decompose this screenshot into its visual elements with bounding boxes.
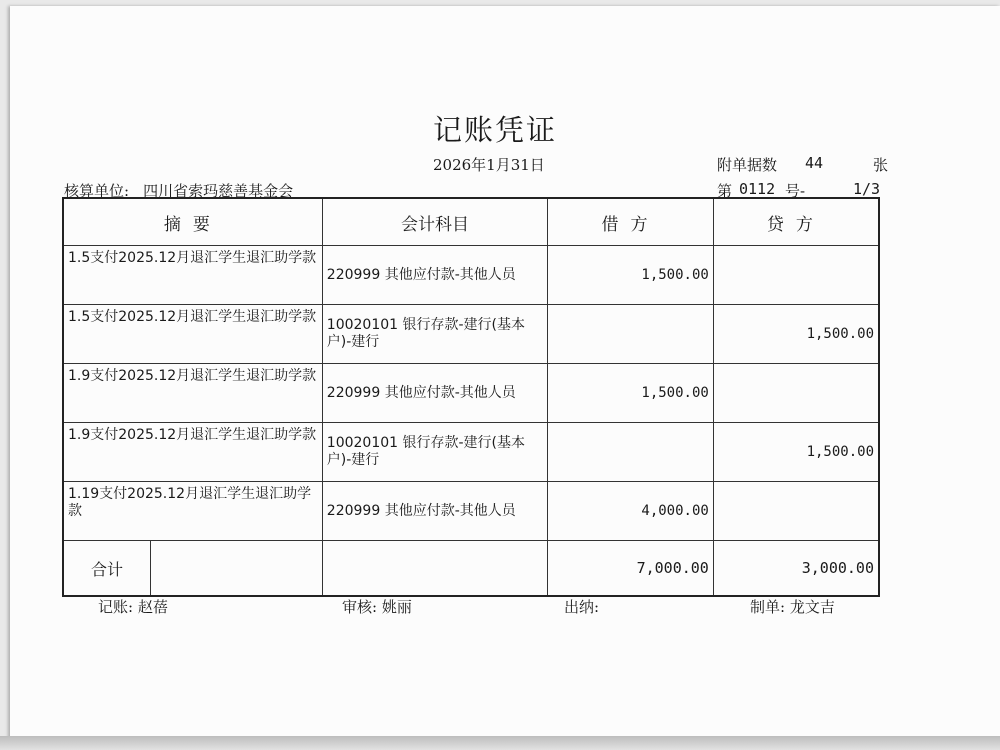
total-row (63, 541, 879, 597)
row-account: 10020101 银行存款-建行(基本户)-建行 (322, 423, 547, 482)
row-summary: 1.9支付2025.12月退汇学生退汇助学款 (63, 423, 322, 482)
voucher-page: 1/3 (853, 180, 881, 198)
row-summary: 1.5支付2025.12月退汇学生退汇助学款 (63, 246, 322, 305)
table-row (63, 364, 879, 423)
row-summary: 1.5支付2025.12月退汇学生退汇助学款 (63, 305, 322, 364)
table-row (63, 482, 879, 541)
preparer: 制单: 龙文吉 (750, 598, 835, 616)
table-header-row (63, 198, 879, 246)
bookkeeper: 记账: 赵蓓 (98, 598, 168, 616)
reviewer: 审核: 姚丽 (342, 598, 412, 616)
total-label-cell (63, 541, 322, 597)
row-summary: 1.9支付2025.12月退汇学生退汇助学款 (63, 364, 322, 423)
total-label: 合计 (64, 541, 151, 595)
paper-edge (0, 736, 1000, 750)
row-credit (713, 364, 879, 423)
attachments-unit: 张 (873, 156, 889, 174)
row-account: 220999 其他应付款-其他人员 (322, 482, 547, 541)
table-row (63, 246, 879, 305)
voucher-no-prefix: 第 (717, 182, 733, 200)
row-credit (713, 482, 879, 541)
header-credit: 贷方 (713, 198, 879, 246)
row-summary: 1.19支付2025.12月退汇学生退汇助学款 (63, 482, 322, 541)
voucher-table (62, 197, 880, 597)
attachments-count: 44 (805, 154, 824, 172)
row-debit: 4,000.00 (548, 482, 714, 541)
total-credit: 3,000.00 (713, 541, 879, 597)
attachments-info (717, 154, 889, 175)
table-row (63, 305, 879, 364)
row-debit (548, 305, 714, 364)
voucher-no-value: 0112 (739, 180, 776, 198)
total-debit: 7,000.00 (548, 541, 714, 597)
header-debit: 借方 (548, 198, 714, 246)
table-row (63, 423, 879, 482)
row-debit: 1,500.00 (548, 364, 714, 423)
row-account: 10020101 银行存款-建行(基本户)-建行 (322, 305, 547, 364)
attachments-label: 附单据数 (717, 156, 778, 174)
row-account: 220999 其他应付款-其他人员 (322, 364, 547, 423)
row-credit: 1,500.00 (713, 423, 879, 482)
row-credit (713, 246, 879, 305)
voucher-title: 记账凭证 (432, 113, 557, 147)
row-account: 220999 其他应付款-其他人员 (322, 246, 547, 305)
unit-label: 核算单位: (64, 182, 130, 200)
row-debit: 1,500.00 (548, 246, 714, 305)
header-account: 会计科目 (322, 198, 547, 246)
total-blank (322, 541, 547, 597)
header-summary: 摘要 (63, 198, 322, 246)
voucher-date: 2026年1月31日 (433, 156, 545, 174)
unit-name: 四川省索玛慈善基金会 (143, 182, 294, 200)
cashier: 出纳: (564, 598, 600, 616)
row-debit (548, 423, 714, 482)
voucher-no-suffix: 号- (785, 182, 806, 200)
row-credit: 1,500.00 (713, 305, 879, 364)
